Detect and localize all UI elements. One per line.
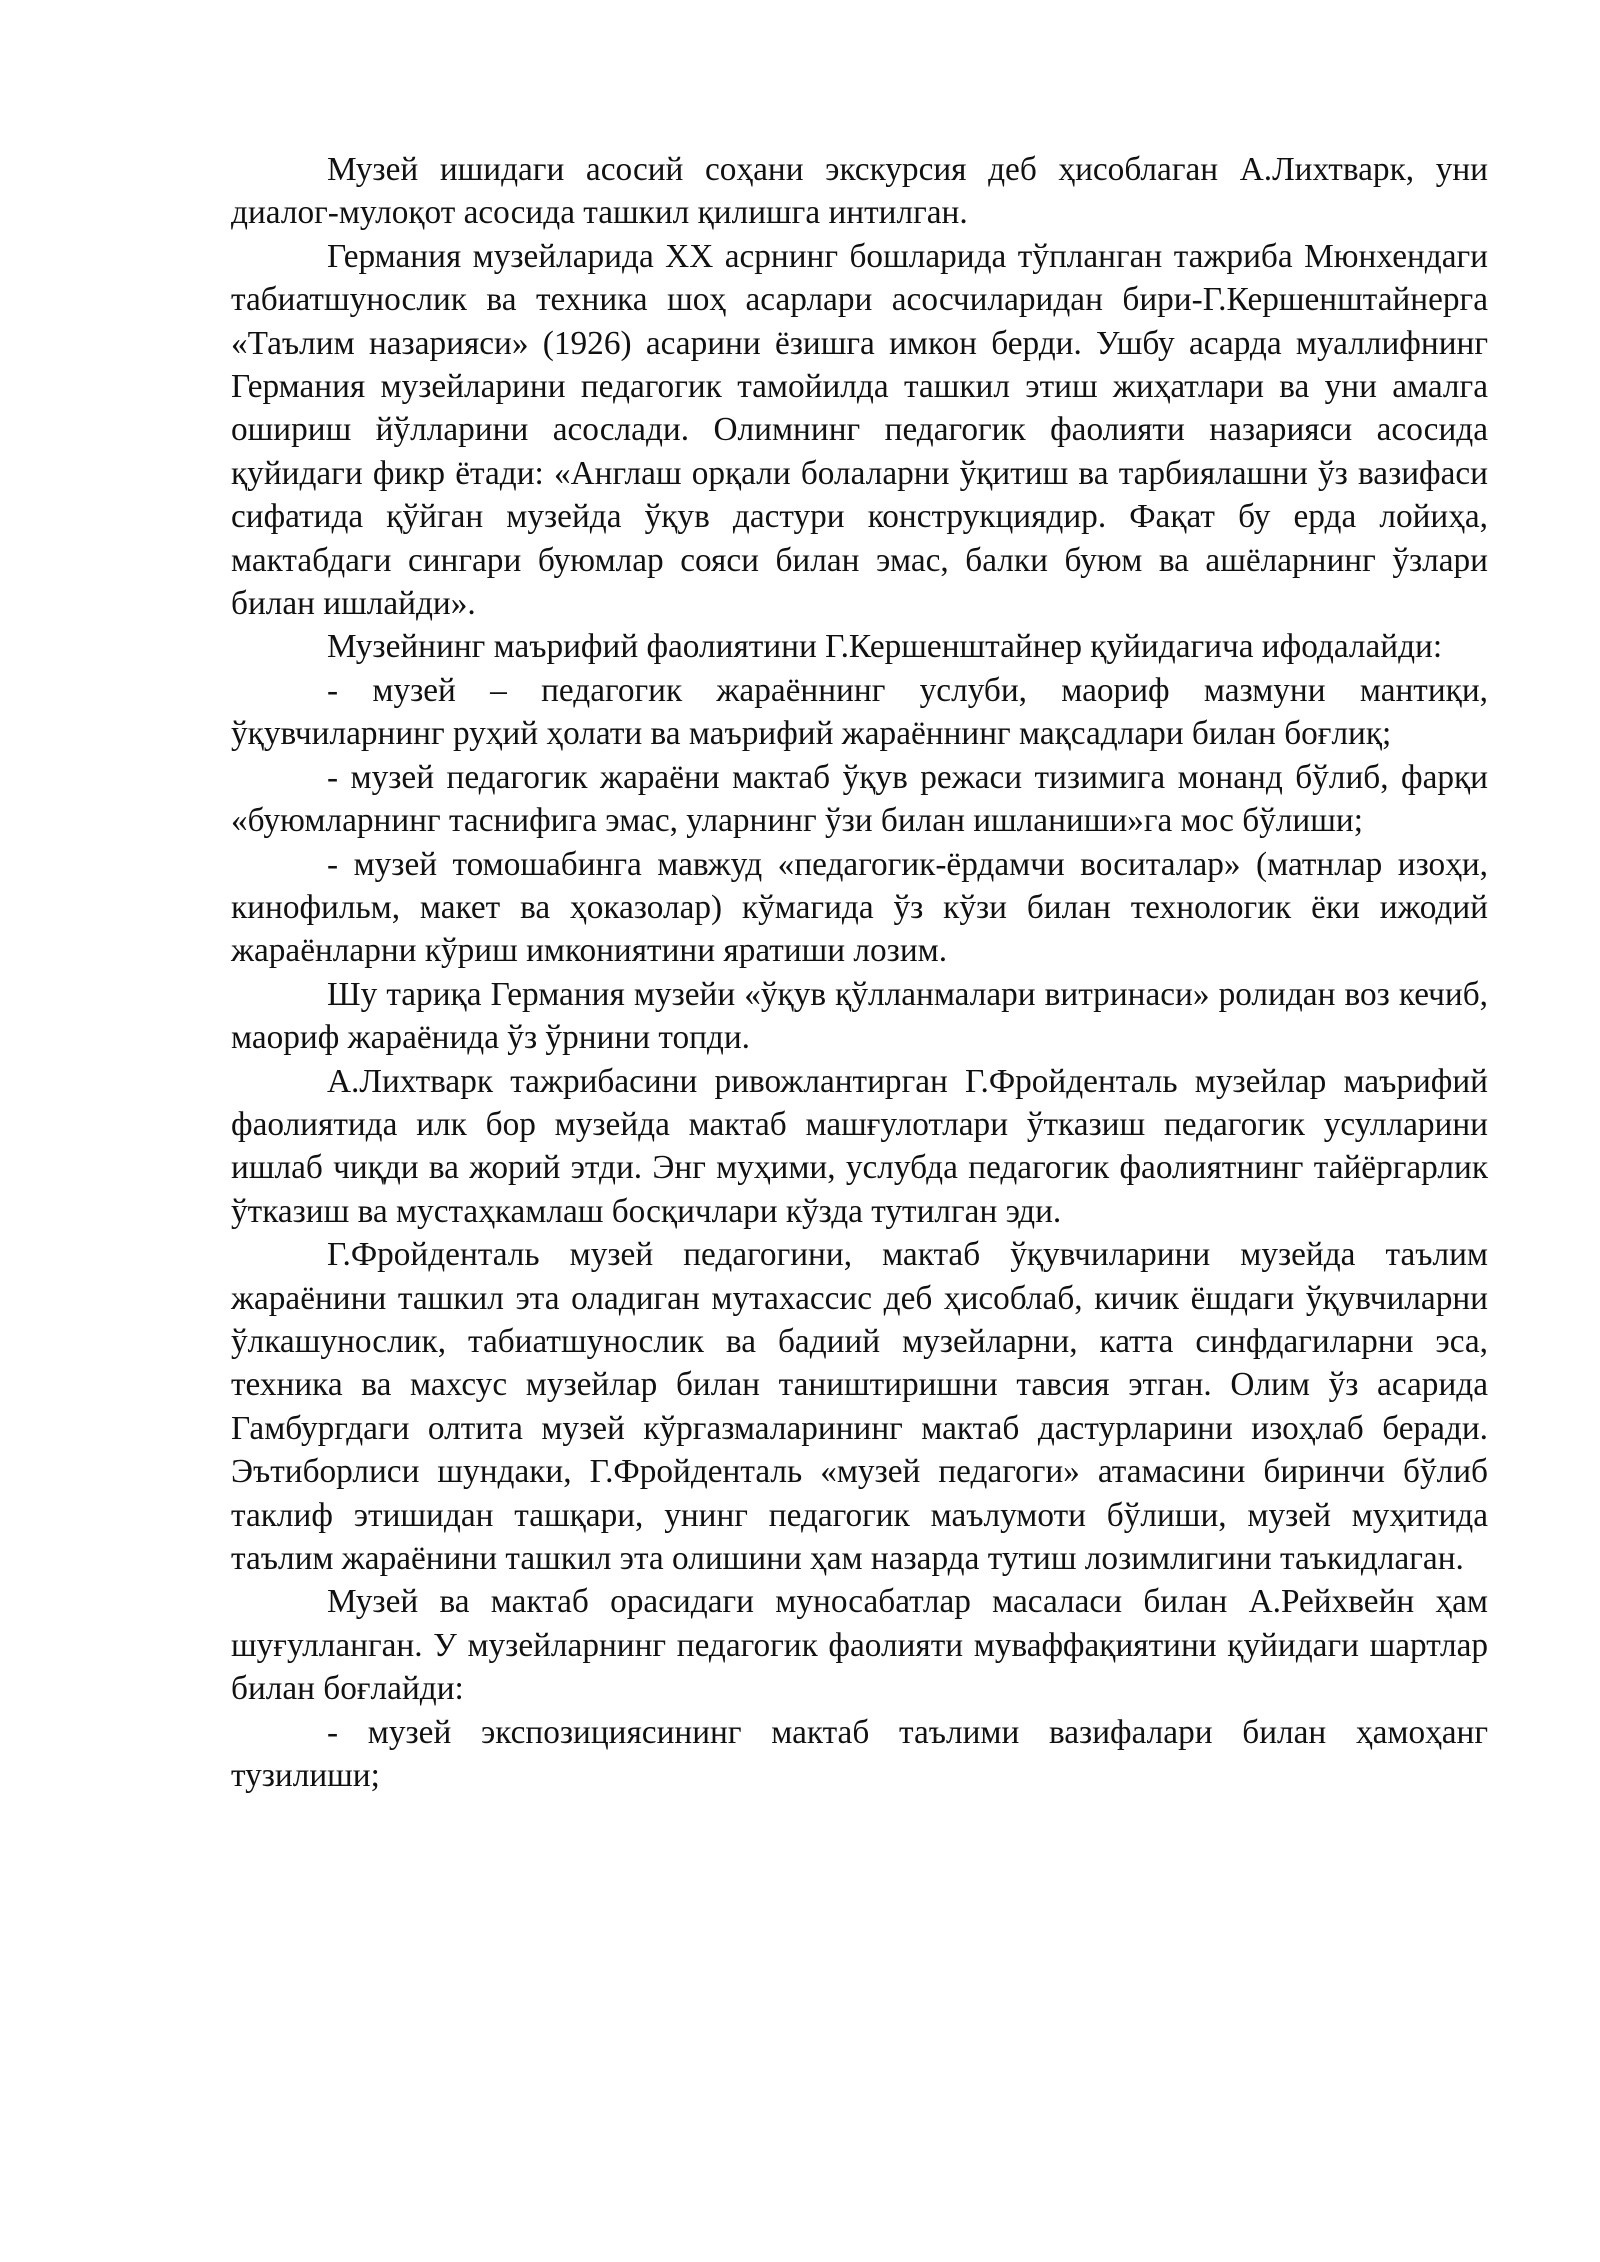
paragraph-3: Музейнинг маърифий фаолиятини Г.Кершенштайнер қуйидагича ифодалайди: <box>327 628 1443 666</box>
list-item-1: - музей – педагогик жараённинг услуби, маориф мазмуни мантиқи, ўқувчиларнинг руҳий ҳолати ва маърифий жараённинг мақсадлари билан боғлиқ; <box>231 671 1488 753</box>
list-item-2: - музей педагогик жараёни мактаб ўқув режаси тизимига монанд бўлиб, фарқи «буюмларнинг таснифига эмас, уларнинг ўзи билан ишланиши»га мос бўлиши; <box>231 758 1488 840</box>
paragraph-7: Музей ва мактаб орасидаги муносабатлар масаласи билан А.Рейхвейн ҳам шуғулланган. У музейларнинг педагогик фаолияти муваффақиятини қуйидаги шартлар билан боғлайди: <box>231 1583 1488 1708</box>
paragraph-5: А.Лихтварк тажрибасини ривожлантирган Г.Фройденталь музейлар маърифий фаолиятида илк бор музейда мактаб машғулотлари ўтказиш педагогик усулларини ишлаб чиқди ва жорий этди. Энг муҳими, услубда педагогик фаолиятнинг тайёргарлик ўтказиш ва мустаҳкамлаш босқичлари кўзда тутилган эди. <box>231 1062 1488 1230</box>
paragraph-4: Шу тариқа Германия музейи «ўқув қўлланмалари витринаси» ролидан воз кечиб, маориф жараёнида ўз ўрнини топди. <box>231 975 1488 1057</box>
paragraph-6: Г.Фройденталь музей педагогини, мактаб ўқувчиларини музейда таълим жараёнини ташкил эта оладиган мутахассис деб ҳисоблаб, кичик ёшдаги ўқувчиларни ўлкашунослик, табиатшунослик ва бадиий музейларни, катта синфдагиларни эса, техника ва махсус музейлар билан таништиришни тавсия этган. Олим ўз асарида Гамбургдаги олтита музей кўргазмаларининг мактаб дастурларини изоҳлаб беради. Эътиборлиси шундаки, Г.Фройденталь «музей педагоги» атамасини биринчи бўлиб таклиф этишидан ташқари, унинг педагогик маълумоти бўлиши, музей муҳитида таълим жараёнини ташкил эта олишини ҳам назарда тутиш лозимлигини таъкидлаган. <box>231 1236 1488 1577</box>
list-item-3: - музей томошабинга мавжуд «педагогик-ёрдамчи воситалар» (матнлар изоҳи, кинофильм, макет ва ҳоказолар) кўмагида ўз кўзи билан технологик ёки ижодий жараёнларни кўриш имкониятини яратиши лозим. <box>231 845 1488 970</box>
paragraph-1: Музей ишидаги асосий соҳани экскурсия деб ҳисоблаган А.Лихтварк, уни диалог-мулоқот асосида ташкил қилишга интилган. <box>231 151 1488 232</box>
document-body <box>231 148 1488 1797</box>
paragraph-2: Германия музейларида XX асрнинг бошларида тўпланган тажриба Мюнхендаги табиатшунослик ва техника шоҳ асарлари асосчиларидан бири-Г.Кершенштайнерга «Таълим назарияси» (1926) асарини ёзишга имкон берди. Ушбу асарда муаллифнинг Германия музейларини педагогик тамойилда ташкил этиш жиҳатлари ва уни амалга ошириш йўлларини асослади. Олимнинг педагогик фаолияти назарияси асосида қуйидаги фикр ётади: «Англаш орқали болаларни ўқитиш ва тарбиялашни ўз вазифаси сифатида қўйган музейда ўқув дастури конструкциядир. Фақат бу ерда лойиҳа, мактабдаги сингари буюмлар сояси билан эмас, балки буюм ва ашёларнинг ўзлари билан ишлайди». <box>231 237 1488 623</box>
list-item-4: - музей экспозициясининг мактаб таълими вазифалари билан ҳамоҳанг тузилиши; <box>231 1713 1488 1795</box>
